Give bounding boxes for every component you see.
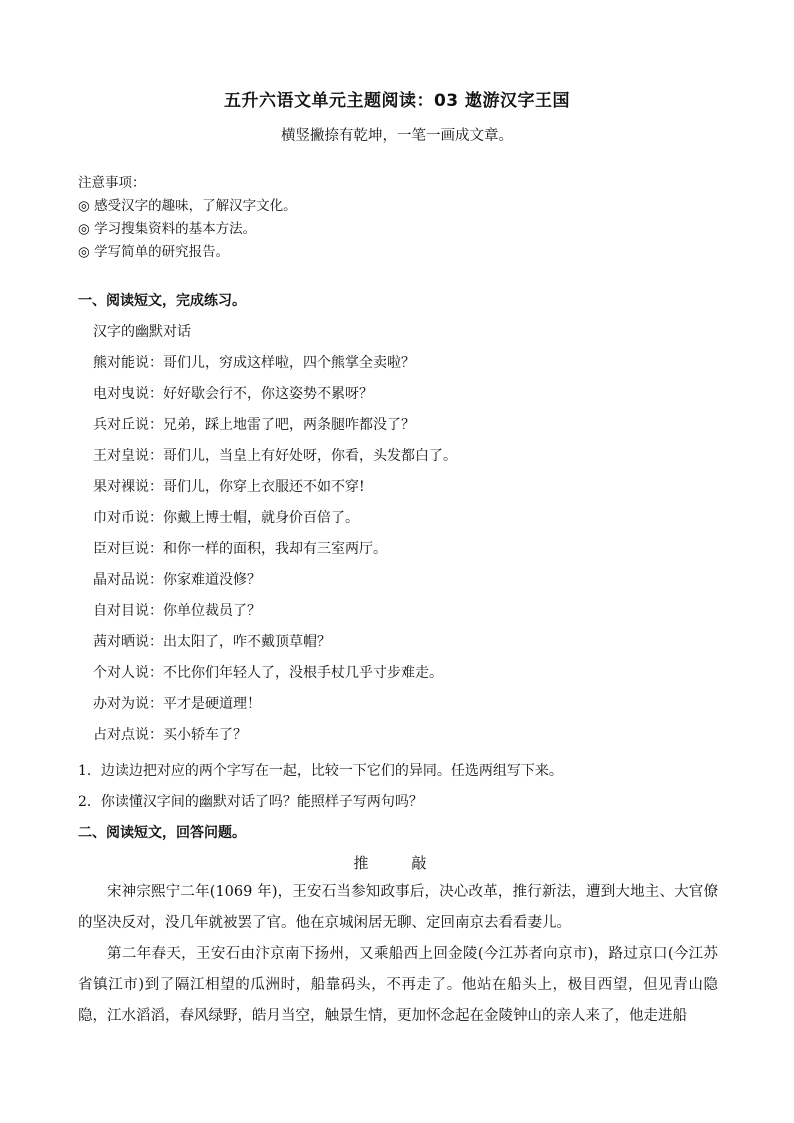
notes-item: ◎ 感受汉字的趣味，了解汉字文化。: [78, 198, 297, 214]
dialogue-line: 晶对品说：你家难道没修？: [93, 572, 261, 588]
notes-block: [78, 172, 297, 264]
notes-heading: 注意事项：: [78, 175, 146, 191]
question-1: 1．边读边把对应的两个字写在一起，比较一下它们的异同。任选两组写下来。: [78, 763, 563, 779]
dialogue-line: 占对点说：买小轿车了？: [93, 727, 247, 743]
dialogue-line: 臣对巨说：和你一样的面积，我却有三室两厅。: [93, 541, 387, 557]
dialogue-line: 巾对币说：你戴上博士帽，就身价百倍了。: [93, 510, 359, 526]
notes-item: ◎ 学写简单的研究报告。: [78, 244, 230, 260]
dialogue-line: 办对为说：平才是硬道理！: [93, 696, 261, 712]
dialogue-passage: [93, 322, 457, 756]
dialogue-line: 兵对丘说：兄弟，踩上地雷了吧，两条腿咋都没了？: [93, 417, 415, 433]
dialogue-line: 个对人说：不比你们年轻人了，没根手杖几乎寸步难走。: [93, 665, 443, 681]
dialogue-line: 茜对晒说：出太阳了，咋不戴顶草帽？: [93, 634, 331, 650]
page-subtitle: 横竖撇捺有乾坤，一笔一画成文章。: [281, 128, 513, 144]
notes-item: ◎ 学习搜集资料的基本方法。: [78, 221, 257, 237]
page-title: 五升六语文单元主题阅读：03 遨游汉字王国: [223, 91, 571, 111]
essay-body: [78, 877, 718, 1032]
section1-heading: 一、阅读短文，完成练习。: [78, 293, 246, 309]
dialogue-line: 果对裸说：哥们儿，你穿上衣服还不如不穿!: [93, 479, 365, 495]
question-2: 2．你读懂汉字间的幽默对话了吗？能照样子写两句吗？: [78, 794, 423, 810]
dialogue-line: 熊对能说：哥们儿，穷成这样啦，四个熊掌全卖啦？: [93, 355, 415, 371]
passage-title: 汉字的幽默对话: [93, 324, 191, 340]
dialogue-line: 自对目说：你单位裁员了？: [93, 603, 261, 619]
dialogue-line: 电对曳说：好好歇会行不，你这姿势不累呀？: [93, 386, 373, 402]
essay-title: 推 敲: [353, 854, 441, 872]
essay-paragraph: 第二年春天，王安石由汴京南下扬州，又乘船西上回金陵(今江苏者向京市)，路过京口(今江苏省镇江市)到了隔江相望的瓜洲时，船靠码头，不再走了。他站在船头上，极目西望，但见青山隐隐，江水滔滔，春风绿野，皓月当空，触景生情，更加怀念起在金陵钟山的亲人来了，他走进船: [78, 946, 718, 1024]
essay-paragraph: 宋神宗熙宁二年(1069 年)，王安石当参知政事后，决心改革，推行新法，遭到大地主、大官僚的坚决反对，没几年就被罢了官。他在京城闲居无聊、定回南京去看看妻儿。: [78, 884, 718, 931]
section2-heading: 二、阅读短文，回答问题。: [78, 825, 246, 841]
dialogue-line: 王对皇说：哥们儿，当皇上有好处呀，你看，头发都白了。: [93, 448, 457, 464]
